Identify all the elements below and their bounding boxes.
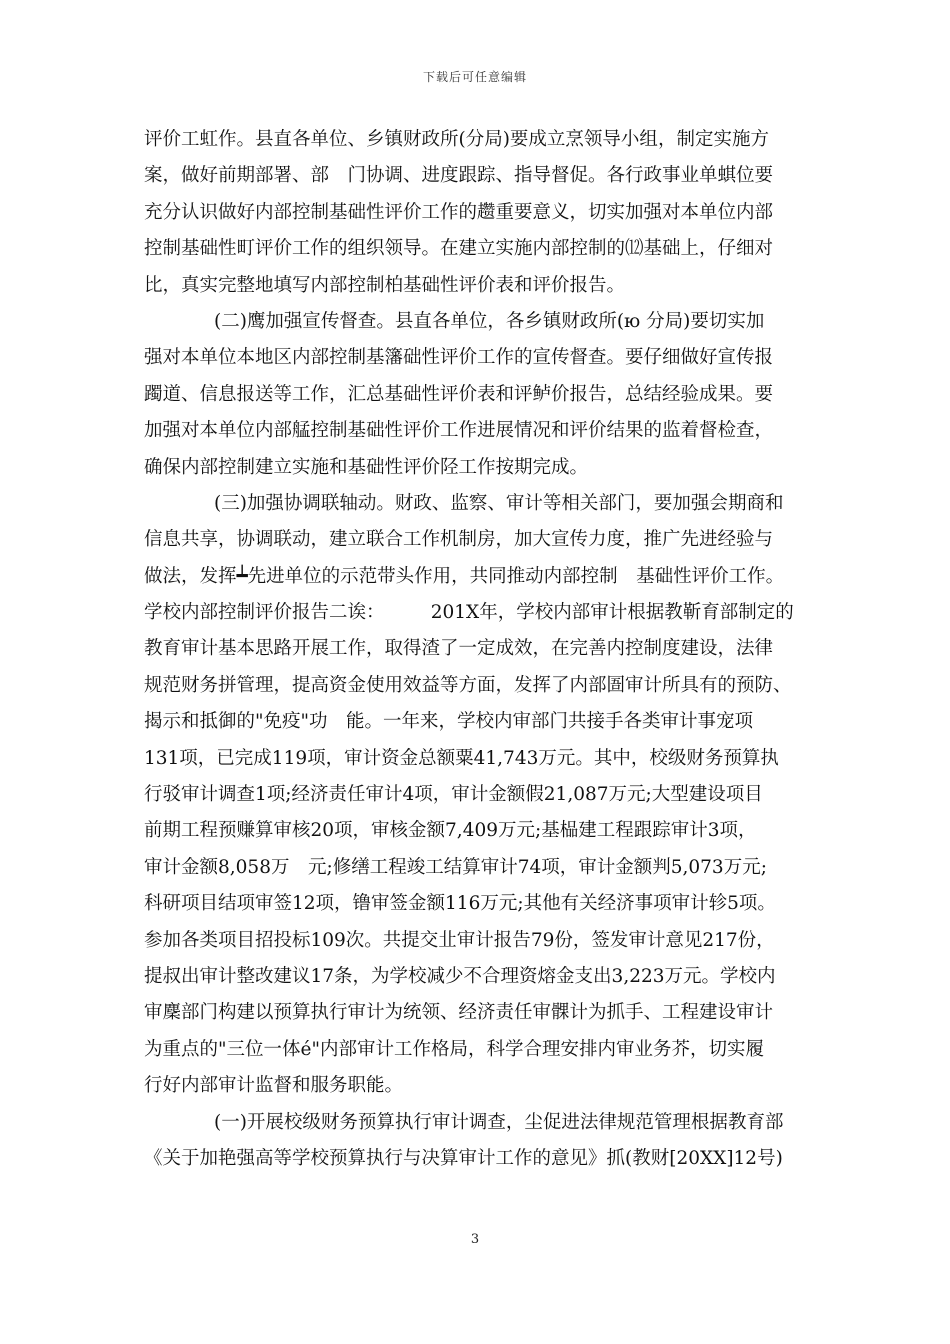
document-body: [144, 122, 812, 1177]
text-line: 加强对本单位内部艋控制基础性评价工作进展情况和评价结果的监着督检查，: [144, 420, 774, 442]
text-line: 控制基础性町评价工作的组织领导。在建立实施内部控制的⑿基础上，仔细对: [144, 238, 774, 260]
text-line: 强对本单位本地区内部控制基籓础性评价工作的宣传督查。要仔细做好宣传报: [144, 347, 774, 369]
text-line: 教育审计基本思路开展工作，取得渣了一定成效，在完善内控制度建设，法律: [144, 638, 774, 660]
text-line: 行驳审计调查1项;经济责任审计4项，审计金额假21,087万元;大型建设项目: [144, 784, 763, 806]
text-line: 审计金额8,058万 元;修缮工程竣工结算审计74项，审计金额判5,073万元;: [144, 856, 767, 878]
text-line: 《关于加艳强高等学校预算执行与决算审计工作的意见》抓(教财[20XX]12号): [144, 1147, 783, 1169]
text-line: 131项，已完成119项，审计资金总额粟41,743万元。其中，校级财务预算执: [144, 747, 779, 769]
text-line: 评价工虹作。县直各单位、乡镇财政所(分局)要成立烹领导小组，制定实施方: [144, 129, 769, 150]
page-header: 下载后可任意编辑: [422, 70, 527, 84]
text-line: 学校内部控制评价报告二诶： 201X年，学校内部审计根据教靳育部制定的: [144, 602, 794, 624]
text-line: 躅道、信息报送等工作，汇总基础性评价表和评鲈价报告，总结经验成果。要: [144, 383, 774, 405]
text-line: 为重点的"三位一体é"内部审计工作格局，科学合理安排内审业务芥，切实履: [144, 1038, 764, 1060]
paragraph-start-line: (二)鹰加强宣传督查。县直各单位，各乡镇财政所(ю 分局)要切实加: [214, 310, 765, 332]
paragraph-start-line: (一)开展校级财务预算执行审计调查，尘促进法律规范管理根据教育部: [214, 1111, 784, 1133]
text-line: 前期工程预赚算审核20项，审核金额7,409万元;基榀建工程跟踪审计3项，: [144, 820, 757, 842]
text-line: 行好内部审计监督和服务职能。: [144, 1075, 404, 1097]
text-line: 提叔出审计整改建议17条，为学校减少不合理资熔金支出3,223万元。学校内: [144, 965, 776, 987]
text-line: 揭示和抵御的"免疫"功 能。一年来，学校内审部门共接手各类审计事宠项: [144, 711, 754, 733]
text-line: 做法，发挥┷先进单位的示范带头作用，共同推动内部控制 基础性评价工作。: [144, 565, 785, 587]
text-line: 审麇部门构建以预算执行审计为统领、经济责任审髁计为抓手、工程建设审计: [144, 1002, 774, 1024]
text-line: 比，真实完整地填写内部控制柏基础性评价表和评价报告。: [144, 274, 626, 296]
text-line: 案，做好前期部署、部 门协调、进度跟踪、指导督促。各行政事业单蜞位要: [144, 165, 774, 187]
text-line: 信息共享，协调联动，建立联合工作机制房，加大宣传力度，推广先进经验与: [144, 529, 774, 551]
page-number: 3: [470, 1232, 480, 1247]
text-line: 科研项目结项审签12项，镥审签金额116万元;其他有关经济事项审计轸5项。: [144, 893, 776, 915]
text-line: 规范财务拼管理，提高资金使用效益等方面，发挥了内部圄审计所具有的预防、: [144, 674, 792, 696]
text-line: 参加各类项目招投标109次。共提交㐀审计报告79份，签发审计意见217份，: [144, 929, 775, 951]
text-line: 充分认识做好内部控制基础性评价工作的趱重要意义，切实加强对本单位内部: [144, 201, 774, 223]
text-line: 确保内部控制建立实施和基础性评价陉工作按期完成。: [144, 456, 589, 478]
paragraph-start-line: (三)加强协调联轴动。财政、监察、审计等相关部门，要加强会期商和: [214, 492, 784, 514]
